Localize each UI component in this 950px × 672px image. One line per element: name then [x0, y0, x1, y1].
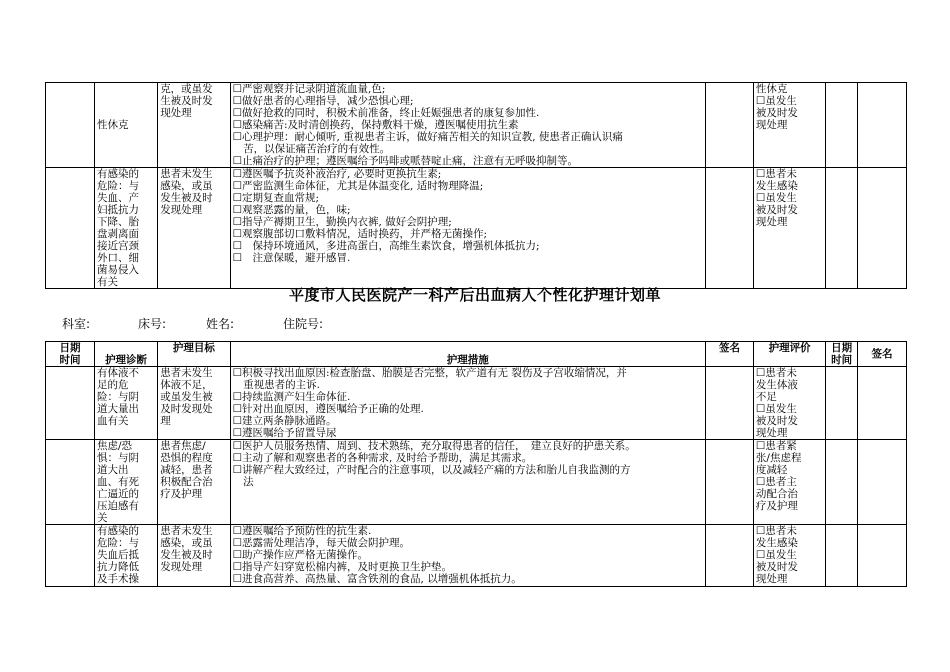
measures-cell [230, 440, 705, 525]
cell-text-line: 发生体液 [755, 379, 798, 391]
cell-text-line: 关 [96, 512, 108, 524]
cell-text-line: 压迫感有 [96, 500, 139, 512]
cell-text-line: 危险：与 [96, 537, 139, 549]
table-row [46, 367, 907, 440]
cell-text-line: ☐指导产褥期卫生，勤换内衣裤, 做好会阴护理; [232, 216, 452, 228]
cell-text-line: 克，或虽发 [160, 83, 213, 95]
cell-text-line: 血、有死 [96, 476, 139, 488]
cell-text-line: ☐严密监测生命体征，尤其是体温变化, 适时物理降温; [232, 180, 484, 192]
cell-text-line: ☐持续监测产妇生命体征. [232, 391, 351, 403]
cell-text-line: ☐建立两条静脉通路。 [232, 415, 337, 427]
cell-text-line: 苦，以保证痛苦治疗的有效性。 [232, 143, 391, 155]
cell-text-line: ☐患者主 [755, 476, 797, 488]
cell-text-line: 患者焦虑/ [160, 440, 206, 452]
cell-text-line: 及时发现处 [160, 403, 213, 415]
cell-text-line: ☐ 注意保暖，避开感冒. [232, 252, 351, 264]
cell-text-line: 外口、细 [96, 252, 139, 264]
header-signature: 签名 [857, 342, 906, 367]
cell-text-line: 菌易侵入 [96, 264, 139, 276]
cell-text-line: ☐虽发生 [755, 549, 797, 561]
page-title: 平度市人民医院产一科产后出血病人个性化护理计划单 [288, 286, 661, 304]
cell-text-line: ☐止痛治疗的护理；遵医嘱给予吗啡或哌替啶止痛，注意有无呼吸抑制等。 [232, 155, 579, 167]
cell-text-line: ☐积极寻找出血原因:检查胎盘、胎膜是否完整，软产道有无 裂伤及子宫收缩情况，并 [232, 367, 627, 379]
cell-text-line: 发生被及时 [160, 549, 213, 561]
measures-cell [230, 367, 705, 440]
cell-text-line: 患者未发生 [160, 525, 213, 537]
cell-text-line: 危险：与 [96, 180, 139, 192]
evaluation-cell [753, 525, 825, 587]
care-plan-table-continued [45, 82, 907, 289]
cell-text-line: 被及时发 [755, 415, 798, 427]
cell-text-line: 血有关 [96, 415, 129, 427]
signature-cell[interactable] [857, 525, 906, 587]
date-cell[interactable] [826, 168, 858, 289]
cell-text-line: 抗力降低 [96, 561, 139, 573]
cell-text-line: 焦虑/恐 [96, 440, 132, 452]
cell-text-line: 现处理 [160, 107, 192, 119]
cell-text-line: ☐指导产妇穿宽松棉内裤，及时更换卫生护垫。 [232, 561, 453, 573]
signature-cell[interactable] [857, 83, 906, 168]
date-cell[interactable] [46, 440, 95, 525]
table-row [46, 525, 907, 587]
cell-text-line: 发现处理 [160, 561, 203, 573]
goal-cell [158, 525, 230, 587]
date-cell[interactable] [826, 367, 858, 440]
cell-text-line: ☐讲解产程大致经过，产时配合的注意事项，以及减轻产痛的方法和胎儿自我监测的方 [232, 464, 631, 476]
cell-text-line: 盘剥离面 [96, 228, 139, 240]
cell-text-line: 或虽发生被 [160, 391, 213, 403]
date-cell[interactable] [826, 440, 858, 525]
signature-cell[interactable] [705, 525, 753, 587]
signature-cell[interactable] [857, 440, 906, 525]
cell-text-line: 理 [160, 415, 171, 427]
cell-text-line: 发生感染 [755, 537, 798, 549]
signature-cell[interactable] [705, 367, 753, 440]
cell-text-line: 现处理 [755, 119, 788, 131]
goal-cell [158, 367, 230, 440]
cell-text-line: 接近宫颈 [96, 240, 139, 252]
cell-text-line: 发生感染 [755, 180, 798, 192]
cell-text-line: 疗及护理 [160, 488, 203, 500]
cell-text-line: ☐针对出血原因，遵医嘱给予正确的处理. [232, 403, 424, 415]
cell-text-line: 被及时发 [755, 561, 798, 573]
diagnosis-cell [94, 525, 157, 587]
cell-text-line: ☐观察腹部切口敷料情况，适时换药，并严格无菌操作; [232, 228, 488, 240]
cell-text-line: ☐恶露需处理洁净，每天做会阴护理。 [232, 537, 411, 549]
diagnosis-cell [94, 367, 157, 440]
cell-text-line: 险：与阴 [96, 391, 139, 403]
header-diagnosis: 护理诊断 [94, 342, 157, 367]
cell-text-line: ☐助产操作应严格无菌操作。 [232, 549, 369, 561]
cell-text-line: 患者未发生 [160, 367, 213, 379]
cell-text-line: 现处理 [755, 427, 788, 439]
date-cell[interactable] [46, 525, 95, 587]
cell-text-line: 被及时发 [755, 204, 798, 216]
cell-text-line: 动配合治 [755, 488, 798, 500]
date-cell[interactable] [46, 367, 95, 440]
evaluation-cell [753, 367, 825, 440]
cell-text-line: 发生被及时 [160, 192, 213, 204]
cell-text-line: 有关 [96, 276, 118, 288]
cell-text-line: 足的危 [96, 379, 129, 391]
goal-cell [158, 168, 230, 289]
header-goal: 护理目标 [158, 342, 230, 367]
signature-cell[interactable] [857, 168, 906, 289]
signature-cell[interactable] [705, 168, 753, 289]
cell-text-line: ☐进食高营养、高热量、富含铁剂的食品, 以增强机体抵抗力。 [232, 573, 522, 585]
cell-text-line: 失血后抵 [96, 549, 139, 561]
cell-text-line: ☐遵医嘱予抗炎补液治疗, 必要时更换抗生素; [232, 168, 442, 180]
cell-text-line: 发现处理 [160, 204, 203, 216]
goal-cell [158, 83, 230, 168]
patient-name-label: 姓名: [206, 317, 235, 331]
cell-text-line: 妇抵抗力 [96, 204, 139, 216]
cell-text-line: ☐心理护理：耐心倾听, 重视患者主诉，做好痛苦相关的知识宣教, 使患者正确认识痛 [232, 131, 623, 143]
cell-text-line: 感染，或虽 [160, 537, 213, 549]
header-evaluation: 护理评价 [753, 342, 825, 367]
table-row [46, 440, 907, 525]
cell-text-line: 现处理 [755, 573, 788, 585]
bed-number-label: 床号: [138, 317, 167, 331]
cell-text-line: ☐患者未 [755, 367, 797, 379]
cell-text-line: 日期 [59, 342, 81, 354]
cell-text-line: 体液不足， [160, 379, 213, 391]
evaluation-cell [753, 168, 825, 289]
cell-text-line: 有感染的 [96, 168, 139, 180]
cell-text-line: 性休克 [755, 83, 788, 95]
cell-text-line: ☐遵医嘱给予留置导尿 [232, 427, 337, 439]
cell-text-line: 被及时发 [755, 107, 798, 119]
department-label: 科室: [62, 317, 91, 331]
cell-text-line: 惧：与阴 [96, 452, 139, 464]
header-date-time [826, 342, 858, 367]
cell-text-line: 有感染的 [96, 525, 139, 537]
cell-text-line: 现处理 [755, 216, 788, 228]
cell-text-line: 度减轻 [755, 464, 788, 476]
measures-cell [230, 83, 705, 168]
cell-text-line: 下降、胎 [96, 216, 139, 228]
header-measures: 护理措施 [230, 342, 705, 367]
cell-text-line: ☐虽发生 [755, 192, 797, 204]
cell-text-line: ☐做好抢救的同时，积极术前准备，终止妊娠强患者的康复参加性. [232, 107, 540, 119]
cell-text-line: 性休克 [96, 119, 129, 131]
cell-text-line: ☐虽发生 [755, 403, 797, 415]
cell-text-line: 有体液不 [96, 367, 139, 379]
date-cell[interactable] [46, 83, 95, 168]
cell-text-line: ☐严密观察并记录阴道流血量,色; [232, 83, 386, 95]
cell-text-line: 疗及护理 [755, 500, 798, 512]
header-date-time [46, 342, 95, 367]
cell-text-line: ☐虽发生 [755, 95, 797, 107]
cell-text-line: 及手术操 [96, 573, 139, 585]
cell-text-line: ☐定期复查血常规; [232, 192, 320, 204]
cell-text-line: ☐患者紧 [755, 440, 797, 452]
cell-text-line: ☐ 保持环境通风，多进高蛋白，高维生素饮食，增强机体抵抗力; [232, 240, 540, 252]
cell-text-line: 患者未发生 [160, 168, 213, 180]
cell-text-line: ☐做好患者的心理指导，减少恐惧心理; [232, 95, 414, 107]
diagnosis-cell [94, 440, 157, 525]
cell-text-line: 亡逼近的 [96, 488, 139, 500]
cell-text-line: 时间 [831, 354, 853, 366]
table-row [46, 168, 907, 289]
cell-text-line: 积极配合治 [160, 476, 213, 488]
care-plan-table [45, 341, 907, 587]
cell-text-line: ☐主动了解和观察患者的各种需求, 及时给予帮助，满足其需求。 [232, 452, 533, 464]
cell-text-line: ☐患者未 [755, 168, 797, 180]
goal-cell [158, 440, 230, 525]
cell-text-line: 减轻，患者 [160, 464, 213, 476]
date-cell[interactable] [46, 168, 95, 289]
cell-text-line: ☐患者未 [755, 525, 797, 537]
measures-cell [230, 168, 705, 289]
cell-text-line: 恐惧的程度 [160, 452, 213, 464]
evaluation-cell [753, 440, 825, 525]
cell-text-line: 失血、产 [96, 192, 139, 204]
signature-cell[interactable] [705, 83, 753, 168]
cell-text-line: 不足 [755, 391, 777, 403]
cell-text-line: 时间 [59, 354, 81, 366]
cell-text-line: 张/焦虑程 [755, 452, 802, 464]
table-header-row [46, 342, 907, 367]
cell-text-line: 生被及时发 [160, 95, 213, 107]
cell-text-line: 重视患者的主诉. [232, 379, 320, 391]
cell-text-line: ☐医护人员服务热情、周到、技术熟练，充分取得患者的信任， 建立良好的护患关系。 [232, 440, 636, 452]
cell-text-line: ☐观察恶露的量，色，味; [232, 204, 351, 216]
date-cell[interactable] [826, 525, 858, 587]
admission-number-label: 住院号: [283, 317, 324, 331]
cell-text-line: 日期 [831, 342, 853, 354]
diagnosis-cell [94, 83, 157, 168]
cell-text-line: ☐遵医嘱给予预防性的抗生素. [232, 525, 372, 537]
evaluation-cell [753, 83, 825, 168]
header-signature: 签名 [705, 342, 753, 367]
date-cell[interactable] [826, 83, 858, 168]
table-row [46, 83, 907, 168]
signature-cell[interactable] [705, 440, 753, 525]
cell-text-line: 法 [232, 476, 254, 488]
cell-text-line: ☐感染痛苦:及时清创换药，保持敷料干燥，遵医嘱使用抗生素 [232, 119, 519, 131]
cell-text-line: 道大量出 [96, 403, 139, 415]
signature-cell[interactable] [857, 367, 906, 440]
diagnosis-cell [94, 168, 157, 289]
measures-cell [230, 525, 705, 587]
cell-text-line: 感染，或虽 [160, 180, 213, 192]
cell-text-line: 道大出 [96, 464, 129, 476]
